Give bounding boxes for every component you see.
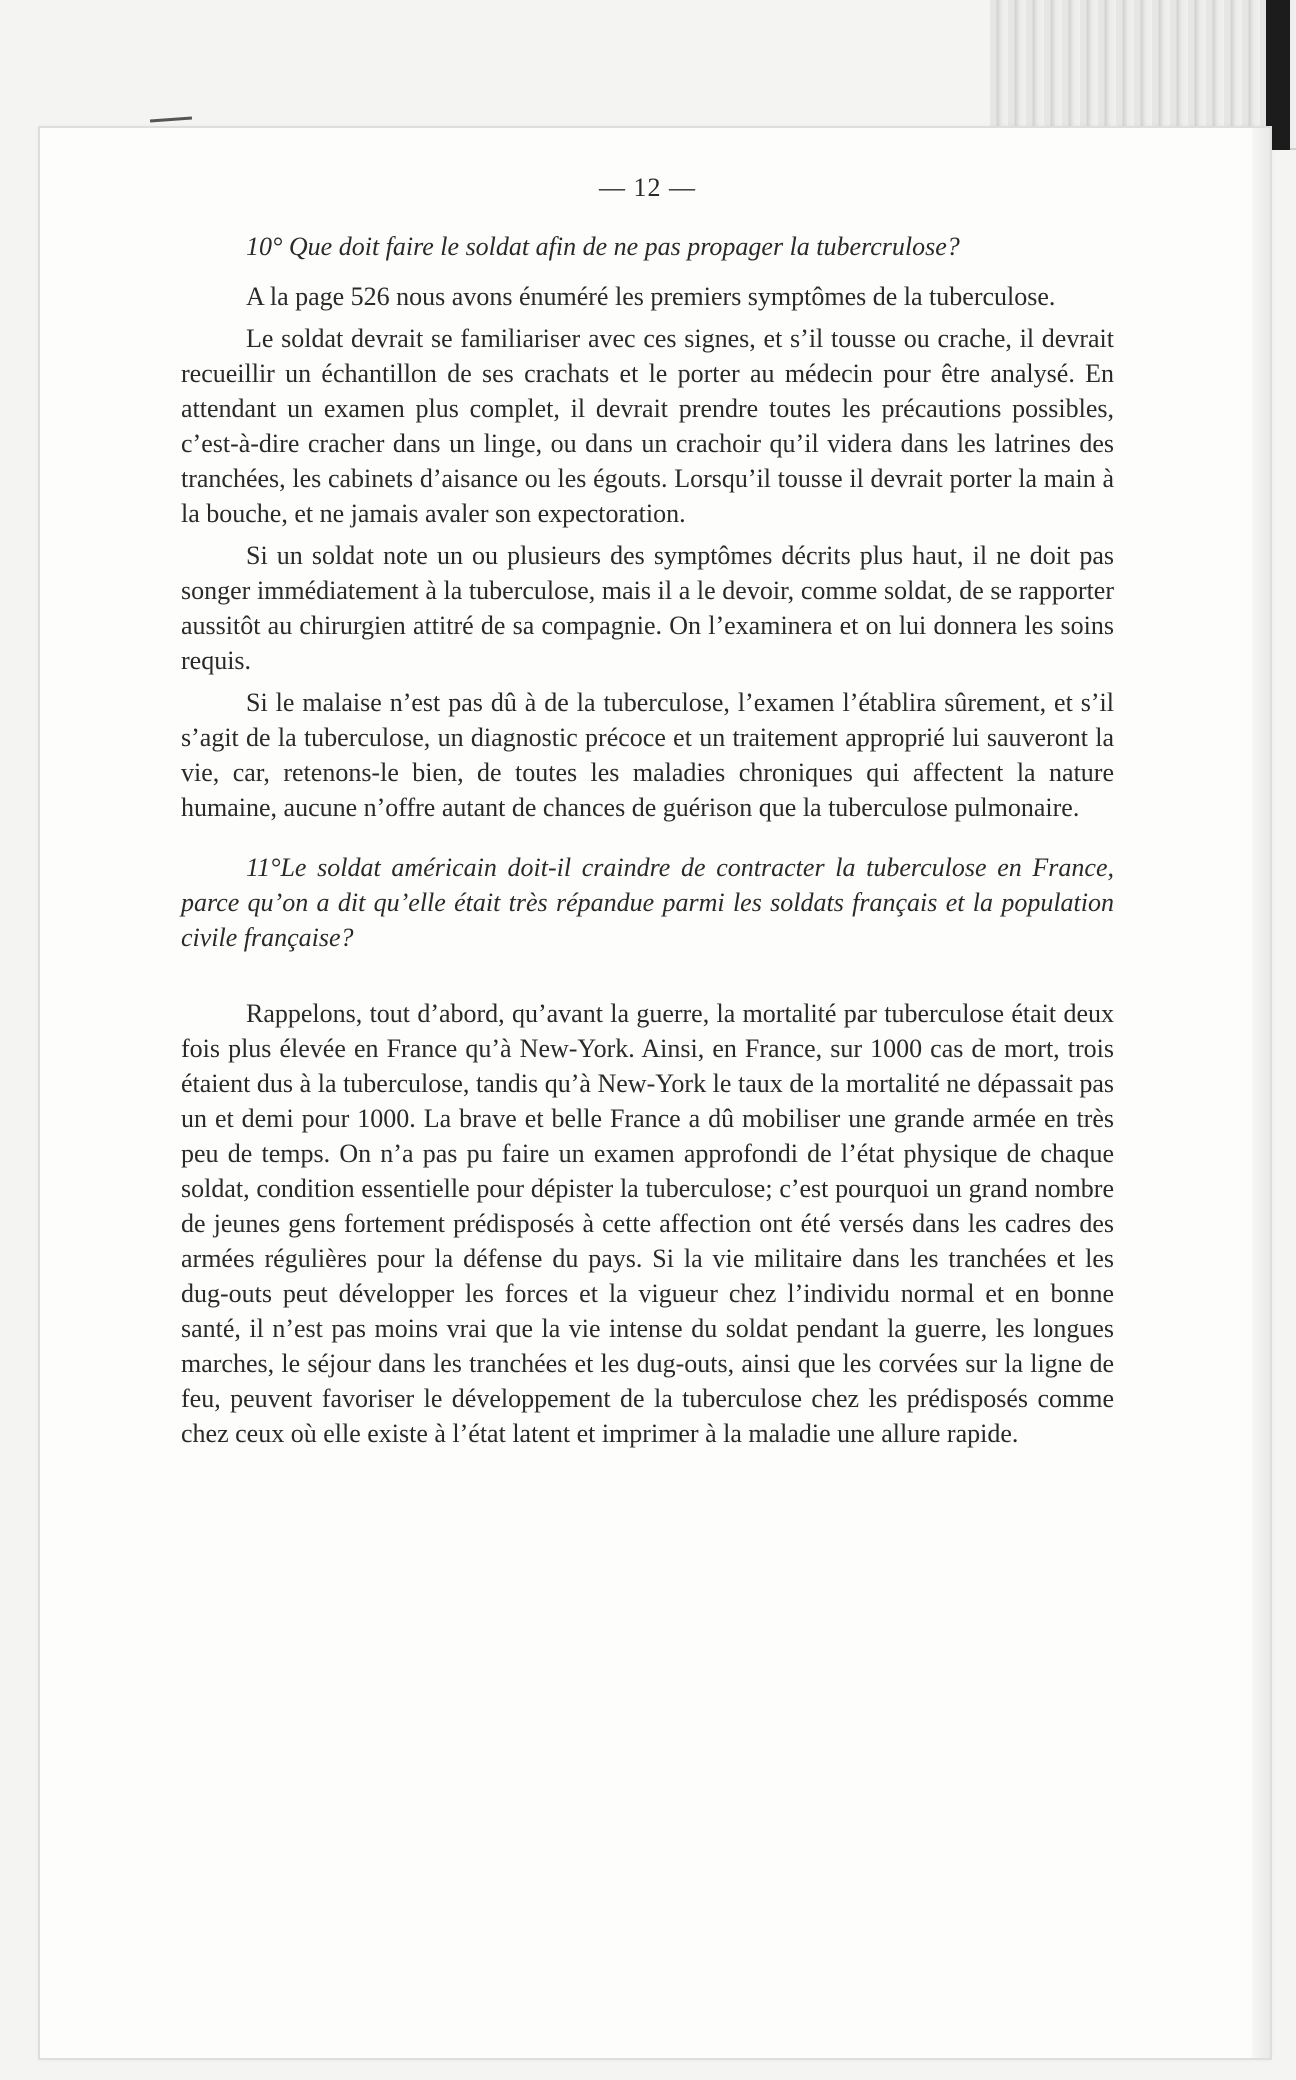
page-fold-shadow: [1252, 128, 1270, 2058]
page-number: — 12 —: [599, 173, 696, 202]
question-10: 10° Que doit faire le soldat afin de ne pas propager la tubercrulose?: [246, 232, 960, 261]
paragraph: Le soldat devrait se familiariser avec ces signes, et s’il tousse ou crache, il devrait recueillir un échantillon de ses crachats et le porter au médecin pour être analysé. En attendant un examen plus complet, il devrait prendre toutes les précautions possibles, c’est-à-dire cracher dans un linge, ou dans un crachoir qu’il videra dans les latrines des tranchées, les cabinets d’aisance ou les égouts. Lorsqu’il tousse il devrait porter la main à la bouche, et ne jamais avaler son expectoration.: [181, 324, 1114, 528]
paragraph: Rappelons, tout d’abord, qu’avant la guerre, la mortalité par tuberculose était deux fois plus élevée en France qu’à New-York. Ainsi, en France, sur 1000 cas de mort, trois étaient dus à la tuberculose, tandis qu’à New-York le taux de la mortalité ne dépassait pas un et demi pour 1000. La brave et belle France a dû mobiliser une grande armée en très peu de temps. On n’a pas pu faire un examen approfondi de l’état physique de chaque soldat, condition essentielle pour dépister la tuberculose; c’est pourquoi un grand nombre de jeunes gens fortement prédisposés à cette affection ont été versés dans les cadres des armées régulières pour la défense du pays. Si la vie militaire dans les tranchées et les dug-outs peut développer les forces et la vigueur chez l’individu normal et en bonne santé, il n’est pas moins vrai que la vie intense du soldat pendant la guerre, les longues marches, le séjour dans les tranchées et les dug-outs, ainsi que les corvées sur la ligne de feu, peuvent favoriser le développement de la tuberculose chez les prédisposés comme chez ceux où elle existe à l’état latent et imprimer à la maladie une allure rapide.: [181, 999, 1114, 1448]
paragraph: Si un soldat note un ou plusieurs des symptômes décrits plus haut, il ne doit pas songer immédiatement à la tuberculose, mais il a le devoir, comme soldat, de se rapporter aussitôt au chirurgien attitré de sa compagnie. On l’examinera et on lui donnera les soins requis.: [181, 541, 1114, 675]
paragraph: A la page 526 nous avons énuméré les premiers symptômes de la tuberculose.: [246, 282, 1056, 311]
question-11: 11°Le soldat américain doit-il craindre de contracter la tuberculose en France, parce qu’on a dit qu’elle était très répandue parmi les soldats français et la population civile française?: [181, 853, 1114, 952]
paragraph: Si le malaise n’est pas dû à de la tuberculose, l’examen l’établira sûrement, et s’il s’agit de la tuberculose, un diagnostic précoce et un traitement approprié lui sauveront la vie, car, retenons-le bien, de toutes les maladies chroniques qui affectent la nature humaine, aucune n’offre autant de chances de guérison que la tuberculose pulmonaire.: [181, 688, 1114, 822]
text-column: [181, 170, 1114, 1458]
